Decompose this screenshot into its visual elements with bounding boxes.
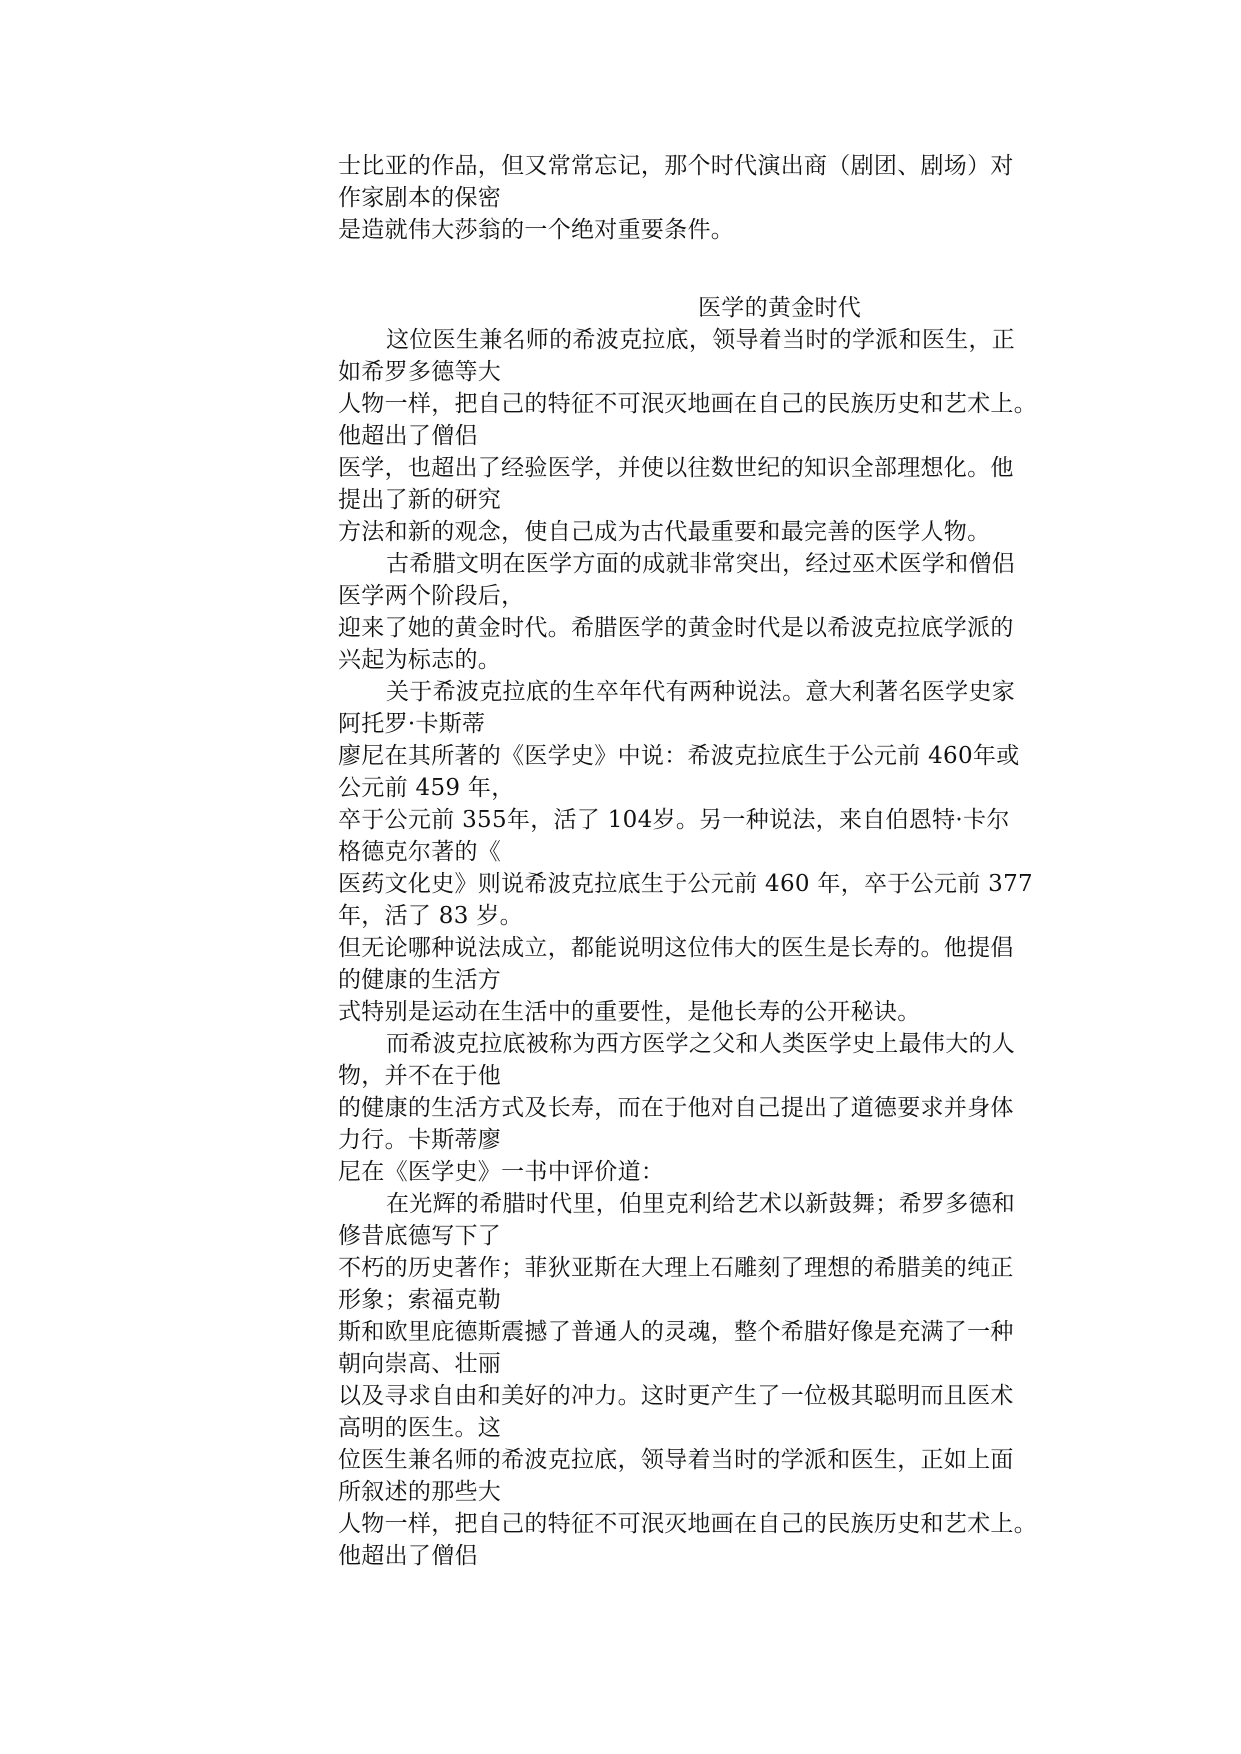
- text-line: 修昔底德写下了: [338, 1223, 502, 1249]
- text-line: 但无论哪种说法成立，都能说明这位伟大的医生是长寿的。他提倡: [338, 935, 1014, 961]
- text-line: 廖尼在其所著的《医学史》中说：希波克拉底生于公元前 460年或: [338, 743, 1020, 769]
- paragraph-first-line: 而希波克拉底被称为西方医学之父和人类医学史上最伟大的人: [386, 1031, 1016, 1057]
- text-line: 兴起为标志的。: [338, 647, 502, 673]
- document-page: [338, 150, 1063, 1572]
- text-line: 斯和欧里庇德斯震撼了普通人的灵魂，整个希腊好像是充满了一种: [338, 1319, 1014, 1345]
- paragraph-first-line: 在光辉的希腊时代里，伯里克利给艺术以新鼓舞；希罗多德和: [386, 1191, 1016, 1217]
- text-line: 公元前 459 年，: [338, 775, 515, 801]
- section-title: 医学的黄金时代: [698, 295, 862, 321]
- text-line: 高明的医生。这: [338, 1415, 502, 1441]
- text-line: 作家剧本的保密: [338, 185, 502, 211]
- text-line: 以及寻求自由和美好的冲力。这时更产生了一位极其聪明而且医术: [338, 1383, 1014, 1409]
- text-line: 如希罗多德等大: [338, 359, 502, 385]
- text-line: 的健康的生活方: [338, 967, 502, 993]
- text-line: 物，并不在于他: [338, 1063, 502, 1089]
- text-line: 他超出了僧侣: [338, 423, 478, 449]
- text-line: 形象；索福克勒: [338, 1287, 502, 1313]
- text-line: 提出了新的研究: [338, 487, 502, 513]
- text-line: 位医生兼名师的希波克拉底，领导着当时的学派和医生，正如上面: [338, 1447, 1014, 1473]
- text-line: 的健康的生活方式及长寿，而在于他对自己提出了道德要求并身体: [338, 1095, 1014, 1121]
- text-line: 式特别是运动在生活中的重要性，是他长寿的公开秘诀。: [338, 999, 921, 1025]
- text-line: 人物一样，把自己的特征不可泯灭地画在自己的民族历史和艺术上。: [338, 391, 1037, 417]
- text-line: 人物一样，把自己的特征不可泯灭地画在自己的民族历史和艺术上。: [338, 1511, 1037, 1537]
- text-line: 尼在《医学史》一书中评价道：: [338, 1159, 665, 1185]
- text-line: 迎来了她的黄金时代。希腊医学的黄金时代是以希波克拉底学派的: [338, 615, 1014, 641]
- text-line: 方法和新的观念，使自己成为古代最重要和最完善的医学人物。: [338, 519, 991, 545]
- text-line: 力行。卡斯蒂廖: [338, 1127, 502, 1153]
- text-line: 是造就伟大莎翁的一个绝对重要条件。: [338, 217, 735, 243]
- text-line: 医学两个阶段后，: [338, 583, 525, 609]
- text-line: 不朽的历史著作；菲狄亚斯在大理上石雕刻了理想的希腊美的纯正: [338, 1255, 1014, 1281]
- body-text: [338, 324, 1063, 1572]
- text-line: 朝向崇高、壮丽: [338, 1351, 502, 1377]
- text-line: 医学，也超出了经验医学，并使以往数世纪的知识全部理想化。他: [338, 455, 1014, 481]
- paragraph-first-line: 关于希波克拉底的生卒年代有两种说法。意大利著名医学史家: [386, 679, 1016, 705]
- text-line: 年，活了 83 岁。: [338, 903, 523, 929]
- paragraph-first-line: 古希腊文明在医学方面的成就非常突出，经过巫术医学和僧侣: [386, 551, 1016, 577]
- text-line: 阿托罗·卡斯蒂: [338, 711, 486, 737]
- text-line: 医药文化史》则说希波克拉底生于公元前 460 年，卒于公元前 377: [338, 871, 1033, 897]
- text-line: 所叙述的那些大: [338, 1479, 502, 1505]
- text-line: 卒于公元前 355年，活了 104岁。另一种说法，来自伯恩特·卡尔: [338, 807, 1010, 833]
- text-line: 士比亚的作品，但又常常忘记，那个时代演出商（剧团、剧场）对: [338, 153, 1014, 179]
- paragraph-first-line: 这位医生兼名师的希波克拉底，领导着当时的学派和医生，正: [386, 327, 1016, 353]
- text-line: 他超出了僧侣: [338, 1543, 478, 1569]
- text-line: 格德克尔著的《: [338, 839, 502, 865]
